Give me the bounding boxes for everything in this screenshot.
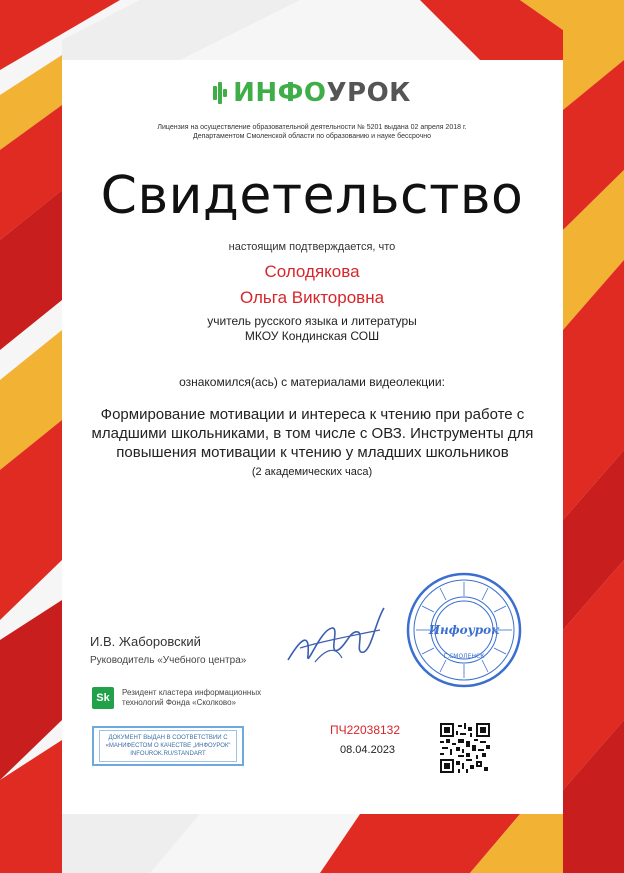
signature-image (280, 600, 390, 675)
intro-text: ознакомился(ась) с материалами видеолекции: (179, 375, 445, 389)
course-title: Формирование мотивации и интереса к чтению при работе с младшими школьниками, в том числе с ОВЗ. Инструменты для повышения мотивации к чтению у младших школьников (91, 406, 534, 461)
skolkovo-text: Резидент кластера информационных технологий Фонда «Сколково» (122, 688, 262, 707)
infourok-logo (0, 78, 624, 108)
document-date: 08.04.2023 (340, 744, 396, 756)
signer-name: И.В. Жаборовский (90, 634, 201, 649)
license-text: Лицензия на осуществление образовательной деятельности № 5201 выдана 02 апреля 2018 г. Департаментом Смоленской области по образованию и науке бессрочно (157, 124, 467, 140)
recipient-position: учитель русского языка и литературы МКОУ Кондинская СОШ (207, 314, 417, 343)
signer-role: Руководитель «Учебного центра» (90, 655, 247, 666)
logo-text: ИНФОУРОК (233, 78, 411, 108)
stamp-city-text: Г.СМОЛЕНСК (443, 653, 485, 660)
quality-manifest-badge: ДОКУМЕНТ ВЫДАН В СООТВЕТСТВИИ С «МАНИФЕСТОМ О КАЧЕСТВЕ „ИНФОУРОК“ INFOUROK.RU/STANDART (92, 726, 244, 766)
qr-code-icon (440, 723, 490, 773)
document-number: ПЧ22038132 (330, 723, 401, 737)
certificate-title: Свидетельство (100, 166, 524, 226)
stamp-center-text: Инфоурок (428, 623, 500, 637)
logo-mark-icon (213, 82, 227, 104)
course-hours: (2 академических часа) (251, 466, 373, 478)
skolkovo-logo: Sk (92, 687, 114, 709)
official-stamp (404, 570, 524, 690)
recipient-name: Солодякова Ольга Викторовна (239, 262, 385, 307)
confirm-text: настоящим подтверждается, что (228, 241, 396, 253)
